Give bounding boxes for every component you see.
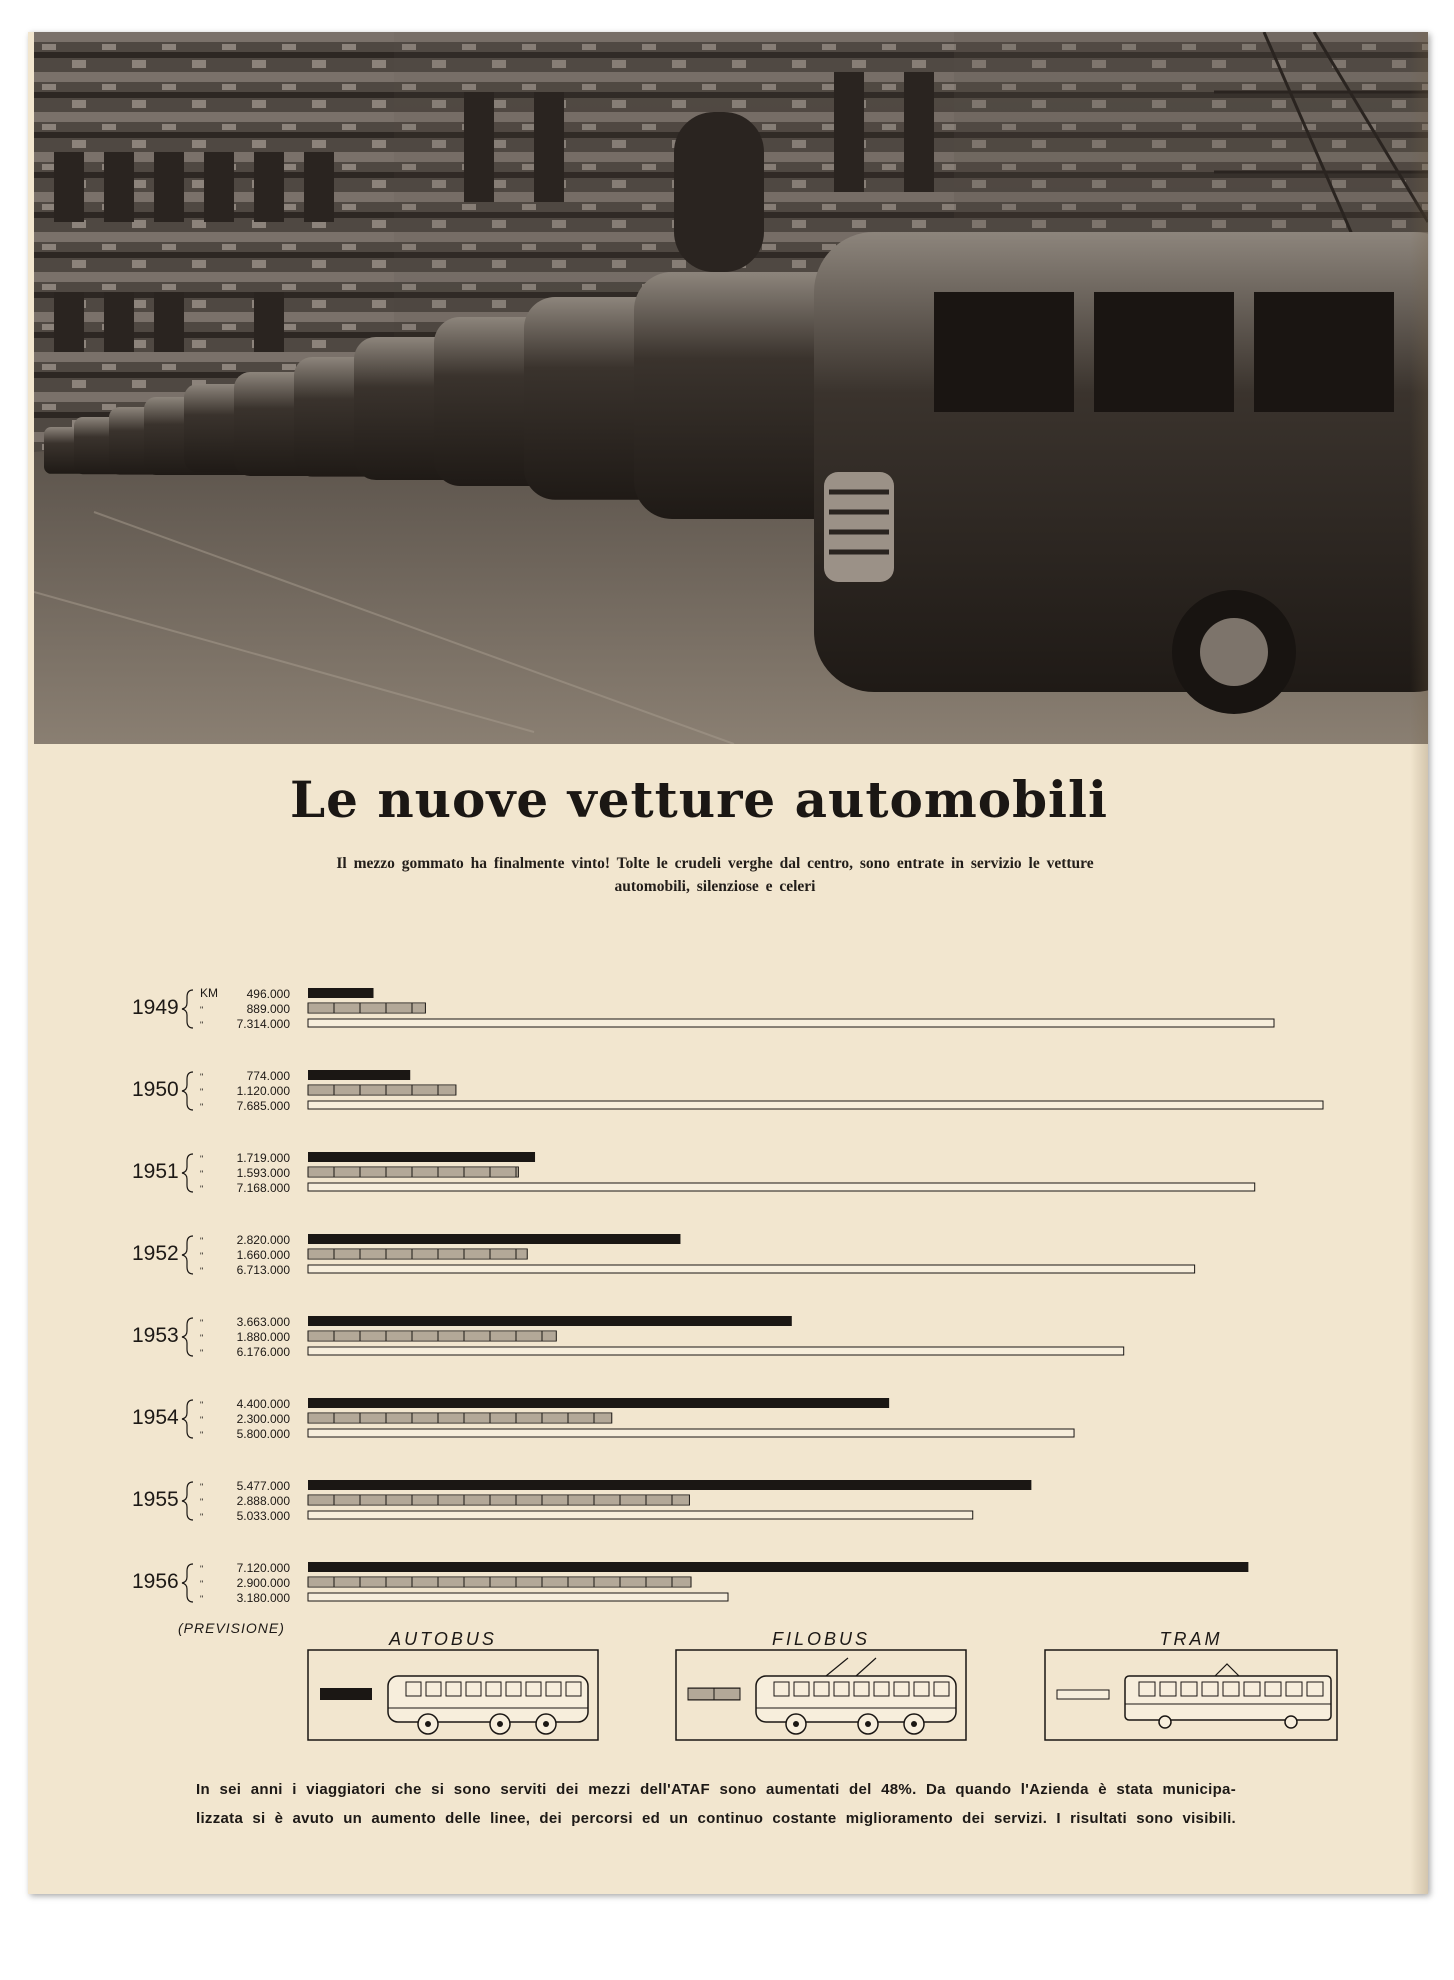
value-label: 3.663.000 bbox=[236, 1315, 290, 1329]
value-label: 3.180.000 bbox=[236, 1591, 290, 1605]
bar-autobus bbox=[308, 1070, 410, 1080]
page-title: Le nuove vetture automobili bbox=[289, 770, 1109, 829]
legend-autobus bbox=[308, 1629, 598, 1740]
legend-label: TRAM bbox=[1159, 1629, 1223, 1649]
bar-tram bbox=[308, 1101, 1323, 1109]
value-label: 2.888.000 bbox=[236, 1494, 290, 1508]
ditto-mark: " bbox=[200, 1564, 204, 1574]
ditto-mark: " bbox=[200, 1594, 204, 1604]
value-label: 889.000 bbox=[246, 1002, 290, 1016]
bar-tram bbox=[308, 1593, 728, 1601]
year-label: 1956 bbox=[132, 1570, 179, 1593]
bar-autobus bbox=[308, 1480, 1031, 1490]
vehicle-hub bbox=[911, 1721, 917, 1727]
vehicle-body bbox=[1125, 1676, 1331, 1720]
vehicle-wheel bbox=[1159, 1716, 1171, 1728]
ditto-mark: " bbox=[200, 1333, 204, 1343]
chart-row-1950 bbox=[132, 1069, 1323, 1113]
value-label: 1.120.000 bbox=[236, 1084, 290, 1098]
vehicle-body bbox=[756, 1676, 956, 1722]
ditto-mark: " bbox=[200, 1512, 204, 1522]
pantograph bbox=[1215, 1664, 1239, 1676]
bar-autobus bbox=[308, 988, 374, 998]
legend-tram bbox=[1045, 1629, 1337, 1740]
year-label: 1953 bbox=[132, 1324, 179, 1347]
value-label: 6.713.000 bbox=[236, 1263, 290, 1277]
ditto-mark: " bbox=[200, 1579, 204, 1589]
row-brace bbox=[182, 1154, 193, 1192]
chart-row-1953 bbox=[132, 1315, 1124, 1359]
chart-row-1949 bbox=[132, 986, 1274, 1031]
ditto-mark: " bbox=[200, 1497, 204, 1507]
value-label: 1.593.000 bbox=[236, 1166, 290, 1180]
ditto-mark: " bbox=[200, 1400, 204, 1410]
vehicle-wheel bbox=[1285, 1716, 1297, 1728]
value-label: 1.660.000 bbox=[236, 1248, 290, 1262]
row-brace bbox=[182, 1400, 193, 1438]
ditto-mark: " bbox=[200, 1154, 204, 1164]
value-label: 7.168.000 bbox=[236, 1181, 290, 1195]
chart-row-1955 bbox=[132, 1479, 1031, 1523]
year-label: 1950 bbox=[132, 1078, 179, 1101]
unit-label: KM bbox=[200, 986, 218, 1000]
row-brace bbox=[182, 1236, 193, 1274]
row-brace bbox=[182, 1564, 193, 1602]
value-label: 1.719.000 bbox=[236, 1151, 290, 1165]
bar-filobus bbox=[308, 1413, 612, 1423]
bar-filobus bbox=[308, 1577, 691, 1587]
ditto-mark: " bbox=[200, 1087, 204, 1097]
year-label: 1955 bbox=[132, 1488, 179, 1511]
page-subtitle: Il mezzo gommato ha finalmente vinto! Tolte le crudeli verghe dal centro, sono entrate in servizio le vetture automobili, silenziose e celeri bbox=[336, 855, 1094, 895]
ditto-mark: " bbox=[200, 1102, 204, 1112]
bar-tram bbox=[308, 1429, 1074, 1437]
ditto-mark: " bbox=[200, 1415, 204, 1425]
ditto-mark: " bbox=[200, 1430, 204, 1440]
legend-swatch-autobus bbox=[320, 1688, 372, 1700]
year-label: 1954 bbox=[132, 1406, 179, 1429]
bar-autobus bbox=[308, 1234, 680, 1244]
bar-autobus bbox=[308, 1562, 1248, 1572]
bus-icon bbox=[388, 1676, 588, 1734]
value-label: 7.685.000 bbox=[236, 1099, 290, 1113]
ditto-mark: " bbox=[200, 1020, 204, 1030]
legend-swatch-tram bbox=[1057, 1690, 1109, 1699]
ditto-mark: " bbox=[200, 1072, 204, 1082]
vehicle-hub bbox=[865, 1721, 871, 1727]
year-label: 1951 bbox=[132, 1160, 179, 1183]
chart-row-1951 bbox=[132, 1151, 1255, 1195]
footer-line: lizzata si è avuto un aumento delle linee, dei percorsi ed un continuo costante miglioramento dei servizi. I risultati sono visibili. bbox=[196, 1810, 1236, 1827]
ditto-mark: " bbox=[200, 1318, 204, 1328]
footer-line: In sei anni i viaggiatori che si sono serviti dei mezzi dell'ATAF sono aumentati del 48%. Da quando l'Azienda è stata municipa- bbox=[196, 1781, 1236, 1798]
bar-filobus bbox=[308, 1167, 518, 1177]
ditto-mark: " bbox=[200, 1251, 204, 1261]
vehicle-hub bbox=[543, 1721, 549, 1727]
bar-tram bbox=[308, 1511, 973, 1519]
value-label: 496.000 bbox=[246, 987, 290, 1001]
ditto-mark: " bbox=[200, 1482, 204, 1492]
bus-icon bbox=[756, 1658, 956, 1734]
value-label: 2.820.000 bbox=[236, 1233, 290, 1247]
value-label: 4.400.000 bbox=[236, 1397, 290, 1411]
chart-row-1956 bbox=[132, 1561, 1248, 1605]
bar-filobus bbox=[308, 1331, 556, 1341]
bar-tram bbox=[308, 1019, 1274, 1027]
bar-autobus bbox=[308, 1316, 792, 1326]
value-label: 774.000 bbox=[246, 1069, 290, 1083]
bar-filobus bbox=[308, 1495, 689, 1505]
chart-legend bbox=[308, 1629, 1337, 1740]
chart-rows bbox=[132, 986, 1323, 1636]
chart-row-1952 bbox=[132, 1233, 1195, 1277]
vehicle-hub bbox=[497, 1721, 503, 1727]
vehicle-hub bbox=[793, 1721, 799, 1727]
value-label: 7.120.000 bbox=[236, 1561, 290, 1575]
value-label: 6.176.000 bbox=[236, 1345, 290, 1359]
row-brace bbox=[182, 990, 193, 1028]
legend-label: AUTOBUS bbox=[389, 1629, 497, 1649]
value-label: 1.880.000 bbox=[236, 1330, 290, 1344]
tram-icon bbox=[1125, 1664, 1331, 1728]
bar-tram bbox=[308, 1347, 1124, 1355]
ditto-mark: " bbox=[200, 1266, 204, 1276]
bar-autobus bbox=[308, 1152, 535, 1162]
value-label: 2.300.000 bbox=[236, 1412, 290, 1426]
legend-filobus bbox=[676, 1629, 966, 1740]
forecast-note: (PREVISIONE) bbox=[178, 1620, 285, 1636]
row-brace bbox=[182, 1482, 193, 1520]
bar-filobus bbox=[308, 1003, 425, 1013]
legend-label: FILOBUS bbox=[771, 1629, 871, 1649]
row-brace bbox=[182, 1318, 193, 1356]
ditto-mark: " bbox=[200, 1348, 204, 1358]
vehicle-hub bbox=[425, 1721, 431, 1727]
ditto-mark: " bbox=[200, 1184, 204, 1194]
ditto-mark: " bbox=[200, 1236, 204, 1246]
ditto-mark: " bbox=[200, 1169, 204, 1179]
vehicle-body bbox=[388, 1676, 588, 1722]
footer-caption bbox=[196, 1775, 1236, 1833]
bar-tram bbox=[308, 1265, 1195, 1273]
ditto-mark: " bbox=[200, 1005, 204, 1015]
chart-row-1954 bbox=[132, 1397, 1074, 1441]
value-label: 2.900.000 bbox=[236, 1576, 290, 1590]
value-label: 5.477.000 bbox=[236, 1479, 290, 1493]
bar-autobus bbox=[308, 1398, 889, 1408]
value-label: 7.314.000 bbox=[236, 1017, 290, 1031]
bar-filobus bbox=[308, 1085, 456, 1095]
trolley-poles bbox=[826, 1658, 876, 1676]
row-brace bbox=[182, 1072, 193, 1110]
year-label: 1952 bbox=[132, 1242, 179, 1265]
value-label: 5.800.000 bbox=[236, 1427, 290, 1441]
bar-tram bbox=[308, 1183, 1255, 1191]
value-label: 5.033.000 bbox=[236, 1509, 290, 1523]
year-label: 1949 bbox=[132, 996, 179, 1019]
bar-filobus bbox=[308, 1249, 527, 1259]
